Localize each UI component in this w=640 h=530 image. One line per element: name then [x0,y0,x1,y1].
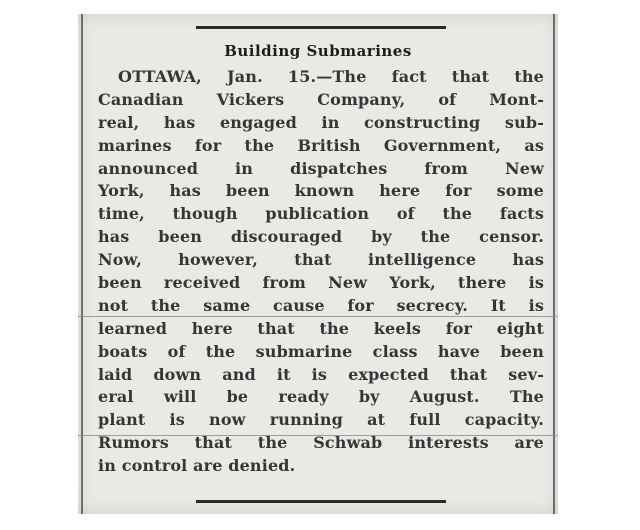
article-line: Rumors that the Schwab interests are [98,433,544,453]
article-line: not the same cause for secrecy. It is [98,295,544,315]
article-line: has been discouraged by the censor. [98,227,544,247]
article-line: Now, however, that intelligence has [98,250,544,270]
article-line: laid down and it is expected that sev- [98,364,544,384]
article-line: learned here that the keels for eight [98,318,544,338]
top-rule [196,26,446,29]
article-line: boats of the submarine class have been [98,341,544,361]
article-line: OTTAWA, Jan. 15.—The fact that the [118,67,544,86]
article-line: plant is now running at full capacity. [98,410,544,430]
newspaper-clipping [78,14,558,514]
article-line: real, has engaged in constructing sub- [98,112,544,132]
headline: Building Submarines [224,42,412,60]
article-line: Canadian Vickers Company, of Mont- [98,89,544,109]
article-line: time, though publication of the facts [98,204,544,224]
article-line: York, has been known here for some [98,181,544,201]
article-line: marines for the British Government, as [98,135,544,155]
article-line: announced in dispatches from New [98,158,544,178]
bottom-rule [196,500,446,503]
article-body [78,66,558,478]
article-line: eral will be ready by August. The [98,387,544,407]
article-line: been received from New York, there is [98,273,544,293]
article-line: in control are denied. [98,456,296,476]
